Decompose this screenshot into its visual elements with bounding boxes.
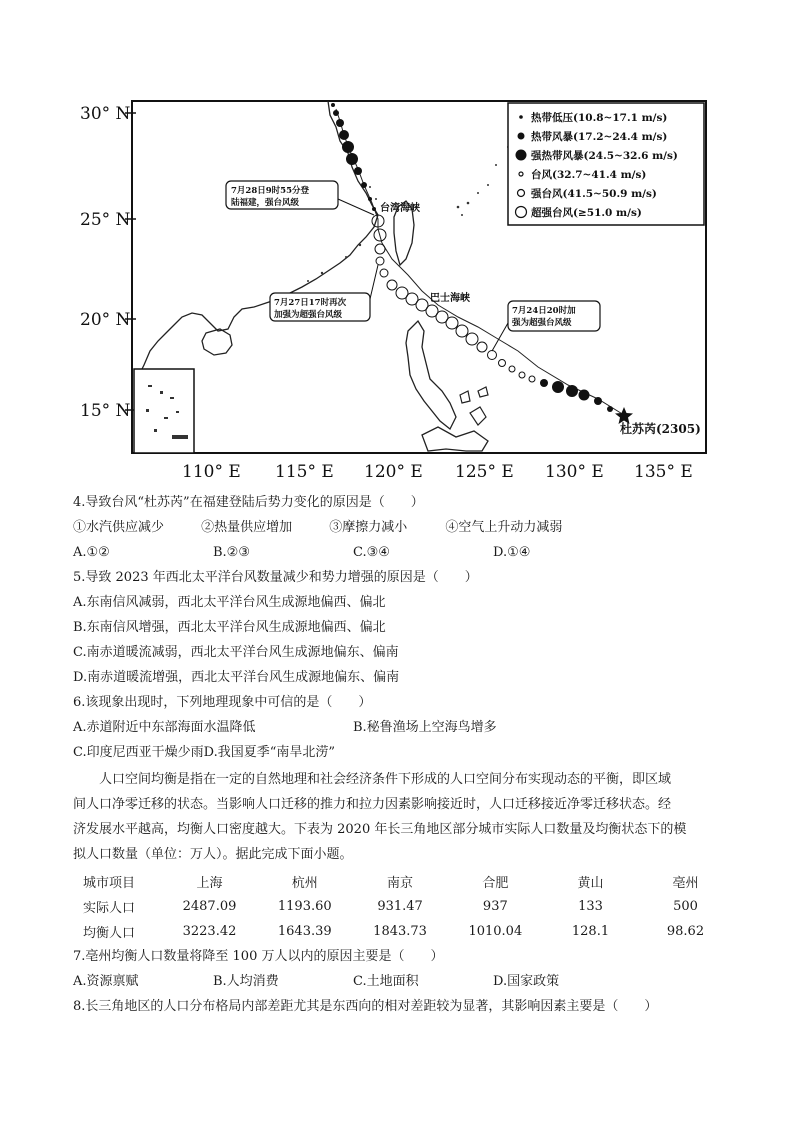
q6-stem: 6.该现象出现时，下列地理现象中可信的是（ ） xyxy=(73,695,372,710)
typhoon-track-map xyxy=(78,95,713,485)
table-header-row xyxy=(79,869,733,894)
callout-upgrade-line2: 强为超强台风级 xyxy=(512,318,572,328)
lon-label-135: 135° E xyxy=(634,462,693,482)
q7-option-d: D.国家政策 xyxy=(493,974,560,989)
table-header-cell: 南京 xyxy=(387,876,414,891)
q4-item: ①水汽供应减少 xyxy=(73,520,165,535)
callout-landfall-line1: 7月28日9时55分登 xyxy=(231,186,309,196)
table-cell: 133 xyxy=(578,899,603,914)
table-header-cell: 上海 xyxy=(196,876,223,891)
table-header-cell: 合肥 xyxy=(482,876,509,891)
legend-label: 强热带风暴(24.5~32.6 m/s) xyxy=(531,150,678,162)
callout-reintensify-line2: 加强为超强台风级 xyxy=(274,310,343,320)
table-header-cell: 黄山 xyxy=(577,876,604,891)
callout-landfall-line2: 陆福建，强台风级 xyxy=(231,198,300,208)
q5-option-d: D.南赤道暖流增强，西北太平洋台风生成源地偏东、偏南 xyxy=(73,670,400,685)
table-row xyxy=(79,894,733,919)
q4-option-c: C.③④ xyxy=(353,545,390,560)
track-point xyxy=(342,141,354,153)
typhoon-name-label: 杜苏芮(2305) xyxy=(620,422,701,436)
table-cell: 均衡人口 xyxy=(83,926,136,941)
inset-map-frame xyxy=(134,369,194,453)
table-cell: 3223.42 xyxy=(182,924,237,939)
q7-option-c: C.土地面积 xyxy=(353,974,419,989)
track-point xyxy=(566,385,578,397)
q5-stem: 5.导致 2023 年西北太平洋台风数量减少和势力增强的原因是（ ） xyxy=(73,570,478,585)
table-header-cell: 亳州 xyxy=(672,876,699,891)
q4-items xyxy=(73,515,733,540)
legend-small-filled-icon xyxy=(518,133,525,140)
table-header-cell: 杭州 xyxy=(291,876,318,891)
q7-option-b: B.人均消费 xyxy=(213,974,279,989)
q4-option-a: A.①② xyxy=(73,545,110,560)
table-cell: 931.47 xyxy=(377,899,423,914)
q8-stem: 8.长三角地区的人口分布格局内部差距尤其是东西向的相对差距较为显著，其影响因素主要是（ ） xyxy=(73,999,658,1014)
track-point xyxy=(339,130,349,140)
table-cell: 2487.09 xyxy=(182,899,237,914)
q4-item: ④空气上升动力减弱 xyxy=(445,520,563,535)
question-content xyxy=(73,490,733,1019)
q5-option-b: B.东南信风增强，西北太平洋台风生成源地偏西、偏北 xyxy=(73,620,386,635)
legend-label: 超强台风(≥51.0 m/s) xyxy=(531,207,642,219)
q4-option-d: D.①④ xyxy=(493,545,531,560)
q6-options-row2 xyxy=(73,740,733,765)
track-point xyxy=(336,119,344,127)
lon-label-110: 110° E xyxy=(182,462,241,482)
q4-item: ②热量供应增加 xyxy=(201,520,293,535)
track-point xyxy=(579,390,590,401)
legend-label: 热带低压(10.8~17.1 m/s) xyxy=(531,112,668,124)
track-point xyxy=(354,167,362,175)
lat-label-30: 30° N xyxy=(80,104,131,124)
track-point xyxy=(540,379,548,387)
track-point xyxy=(368,197,372,201)
callout-upgrade-line1: 7月24日20时加 xyxy=(512,306,576,316)
q6-option-b: B.秘鲁渔场上空海鸟增多 xyxy=(353,720,497,735)
q4-option-b: B.②③ xyxy=(213,545,250,560)
table-cell: 实际人口 xyxy=(83,901,136,916)
passage xyxy=(73,767,733,867)
track-point xyxy=(594,397,602,405)
passage-line: 拟人口数量（单位：万人）。据此完成下面小题。 xyxy=(73,847,353,862)
place-taiwan-strait: 台湾海峡 xyxy=(380,203,420,214)
track-point xyxy=(361,182,367,188)
legend-label: 强台风(41.5~50.9 m/s) xyxy=(531,188,657,200)
q7-options xyxy=(73,969,733,994)
table-cell: 128.1 xyxy=(571,924,610,939)
q7-stem: 7.亳州均衡人口数量将降至 100 万人以内的原因主要是（ ） xyxy=(73,949,444,964)
lon-label-120: 120° E xyxy=(364,462,423,482)
place-bashi-channel: 巴士海峡 xyxy=(430,293,470,304)
q4-options xyxy=(73,540,733,565)
track-point xyxy=(607,406,613,412)
track-point xyxy=(552,381,564,393)
q4-stem: 4.导致台风“杜苏芮”在福建登陆后势力变化的原因是（ ） xyxy=(73,495,424,510)
q5-option-c: C.南赤道暖流减弱，西北太平洋台风生成源地偏东、偏南 xyxy=(73,645,399,660)
legend-large-filled-icon xyxy=(516,150,527,161)
track-point xyxy=(346,153,358,165)
legend-label: 台风(32.7~41.4 m/s) xyxy=(531,169,647,181)
lat-label-25: 25° N xyxy=(80,210,131,230)
track-point xyxy=(372,207,376,211)
q7-option-a: A.资源禀赋 xyxy=(73,974,139,989)
lon-label-115: 115° E xyxy=(275,462,334,482)
lon-label-130: 130° E xyxy=(545,462,604,482)
table-cell: 1643.39 xyxy=(277,924,332,939)
population-table xyxy=(79,869,733,944)
table-cell: 937 xyxy=(482,899,508,914)
q4-item: ③摩擦力减小 xyxy=(329,520,408,535)
q6-option-a: A.赤道附近中东部海面水温降低 xyxy=(73,720,256,735)
table-cell: 98.62 xyxy=(666,924,705,939)
passage-line: 济发展水平越高，均衡人口密度越大。下表为 2020 年长三角地区部分城市实际人口数量及均衡状态下的模 xyxy=(73,822,687,837)
table-cell: 1193.60 xyxy=(277,899,332,914)
q6-option-c: C.印度尼西亚干燥少雨 xyxy=(73,745,204,760)
table-cell: 500 xyxy=(673,899,698,914)
lat-label-20: 20° N xyxy=(80,310,131,330)
table-header-cell: 城市项目 xyxy=(83,876,136,891)
lon-label-125: 125° E xyxy=(455,462,514,482)
callout-reintensify-line1: 7月27日17时再次 xyxy=(274,298,347,308)
legend-tiny-dot-icon xyxy=(519,115,523,119)
passage-line: 人口空间均衡是指在一定的自然地理和社会经济条件下形成的人口空间分布实现动态的平衡，即区域 xyxy=(99,772,672,787)
q6-options-row1 xyxy=(73,715,733,740)
track-point xyxy=(333,110,339,116)
legend-label: 热带风暴(17.2~24.4 m/s) xyxy=(531,131,668,143)
table-row xyxy=(79,919,733,944)
track-point xyxy=(331,103,335,107)
table-cell: 1843.73 xyxy=(373,924,427,939)
table-cell: 1010.04 xyxy=(468,924,523,939)
q6-option-d: D.我国夏季“南旱北涝” xyxy=(203,745,336,760)
lat-label-15: 15° N xyxy=(80,401,131,421)
q5-option-a: A.东南信风减弱，西北太平洋台风生成源地偏西、偏北 xyxy=(73,595,386,610)
passage-line: 间人口净零迁移的状态。当影响人口迁移的推力和拉力因素影响接近时，人口迁移接近净零迁移状态。经 xyxy=(73,797,672,812)
